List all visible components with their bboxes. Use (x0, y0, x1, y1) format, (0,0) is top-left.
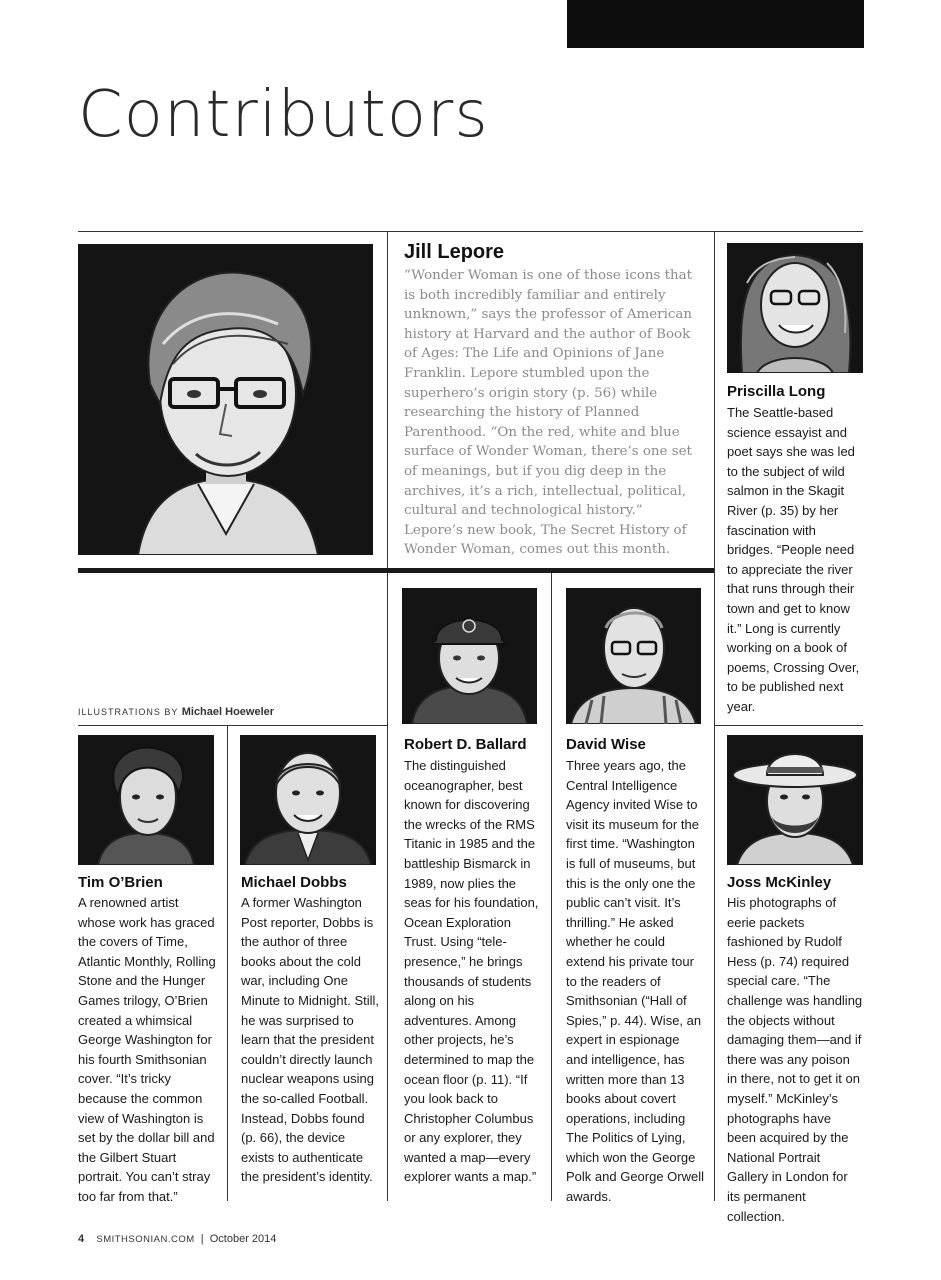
divider-top (78, 231, 863, 232)
portrait-robert-ballard (402, 588, 537, 724)
contributor-name-wise: David Wise (566, 736, 646, 753)
contributor-name-mckinley: Joss McKinley (727, 874, 832, 891)
divider-right-column (714, 231, 715, 1201)
credit-prefix: ILLUSTRATIONS BY (78, 707, 179, 717)
divider-lead-bottom (78, 568, 714, 573)
contributor-bio-wise: Three years ago, the Central Intelligence Agency invited Wise to visit its museum for the first time. “Washington is full of museums, but this is the only one the public can’t visit. It’s thrilling.” He asked whether he could extend his private tour to the readers of Smithsonian (“Hall of Spies,” p. 44). Wise, an expert in espionage and intelligence, has written more than 13 books about covert operations, including The Politics of Lying, which won the George Polk and George Orwell awards. (566, 758, 705, 1205)
lead-bio: “Wonder Woman is one of those icons that is both incredibly familiar and entirely unknown,” says the professor of American history at Harvard and the author of Book of Ages: The Life and Opinions of Jane Franklin. Lepore stumbled upon the superhero’s origin story (p. 56) while researching the history of Planned Parenthood. “On the red, white and blue surface of Wonder Woman, there’s one set of meanings, but if you dig deep in the archives, it’s a rich, intellectual, political, cultural and technological history.” Lepore’s new book, The Secret History of Wonder Woman, comes out this month. (404, 268, 693, 558)
contributor-bio-ballard: The distinguished oceanographer, best known for discovering the wrecks of the RMS Titanic in 1985 and the battleship Bismarck in 1989, now plies the seas for his foundation, Ocean Exploration Trust. Using “tele-presence,” he brings thousands of students along on his adventures. Among other projects, he’s determined to map the ocean floor (p. 11). “If you look back to Christopher Columbus or any explorer, they wanted a map—every explorer wants a map.” (404, 758, 539, 1185)
page-number: 4 (78, 1233, 85, 1245)
divider-wise-left (551, 573, 552, 1201)
footer-date: October 2014 (209, 1233, 277, 1245)
portrait-priscilla-long (727, 243, 863, 373)
portrait-michael-dobbs (240, 735, 376, 865)
footer-separator: | (200, 1233, 204, 1245)
credit-illustrator: Michael Hoeweler (181, 706, 275, 718)
footer-site: SMITHSONIAN.COM (96, 1234, 195, 1245)
portrait-jill-lepore (78, 244, 373, 555)
contributor-name-dobbs: Michael Dobbs (241, 874, 347, 891)
contributor-name-ballard: Robert D. Ballard (404, 736, 527, 753)
page-footer (78, 1233, 276, 1245)
divider-bottom-left (78, 725, 388, 726)
illustration-credit (78, 706, 274, 718)
contributor-bio-obrien: A renowned artist whose work has graced the covers of Time, Atlantic Monthly, Rolling Stone and the Hunger Games trilogy, O’Brien created a whimsical George Washington for his fourth Smithsonian cover. “It’s tricky because the common view of Washington is set by the dollar bill and the Gilbert Stuart portrait. You can’t stray too far from that.” (78, 895, 216, 1204)
divider-bottom-right (714, 725, 863, 726)
contributor-name-priscilla: Priscilla Long (727, 383, 826, 400)
portrait-david-wise (566, 588, 701, 724)
page-title: Contributors (78, 78, 489, 152)
portrait-tim-obrien (78, 735, 214, 865)
divider-ballard-left (387, 573, 388, 1201)
divider-obrien-dobbs (227, 725, 228, 1201)
header-bar (567, 0, 864, 48)
contributor-bio-dobbs: A former Washington Post reporter, Dobbs is the author of three books about the cold war, including One Minute to Midnight. Still, he was surprised to learn that the president couldn’t directly launch nuclear weapons using the so-called Football. Instead, Dobbs found (p. 66), the device exists to authenticate the president’s identity. (241, 895, 380, 1185)
contributor-name-obrien: Tim O’Brien (78, 874, 163, 891)
lead-name: Jill Lepore (404, 241, 505, 263)
contributor-bio-mckinley: His photographs of eerie packets fashioned by Rudolf Hess (p. 74) required special care. “The challenge was handling the objects without damaging them—and if there was any poison in there, not to get it on myself.” McKinley’s photographs have been acquired by the National Portrait Gallery in London for its permanent collection. (727, 895, 863, 1224)
portrait-joss-mckinley (727, 735, 863, 865)
contributor-bio-priscilla: The Seattle-based science essayist and poet says she was led to the subject of wild salmon in the Skagit River (p. 35) by her fascination with bridges. “People need to appreciate the river that runs through their town and get to know it.” Long is currently working on a book of poems, Crossing Over, to be published next year. (727, 405, 860, 714)
divider-lead-left (387, 231, 388, 571)
